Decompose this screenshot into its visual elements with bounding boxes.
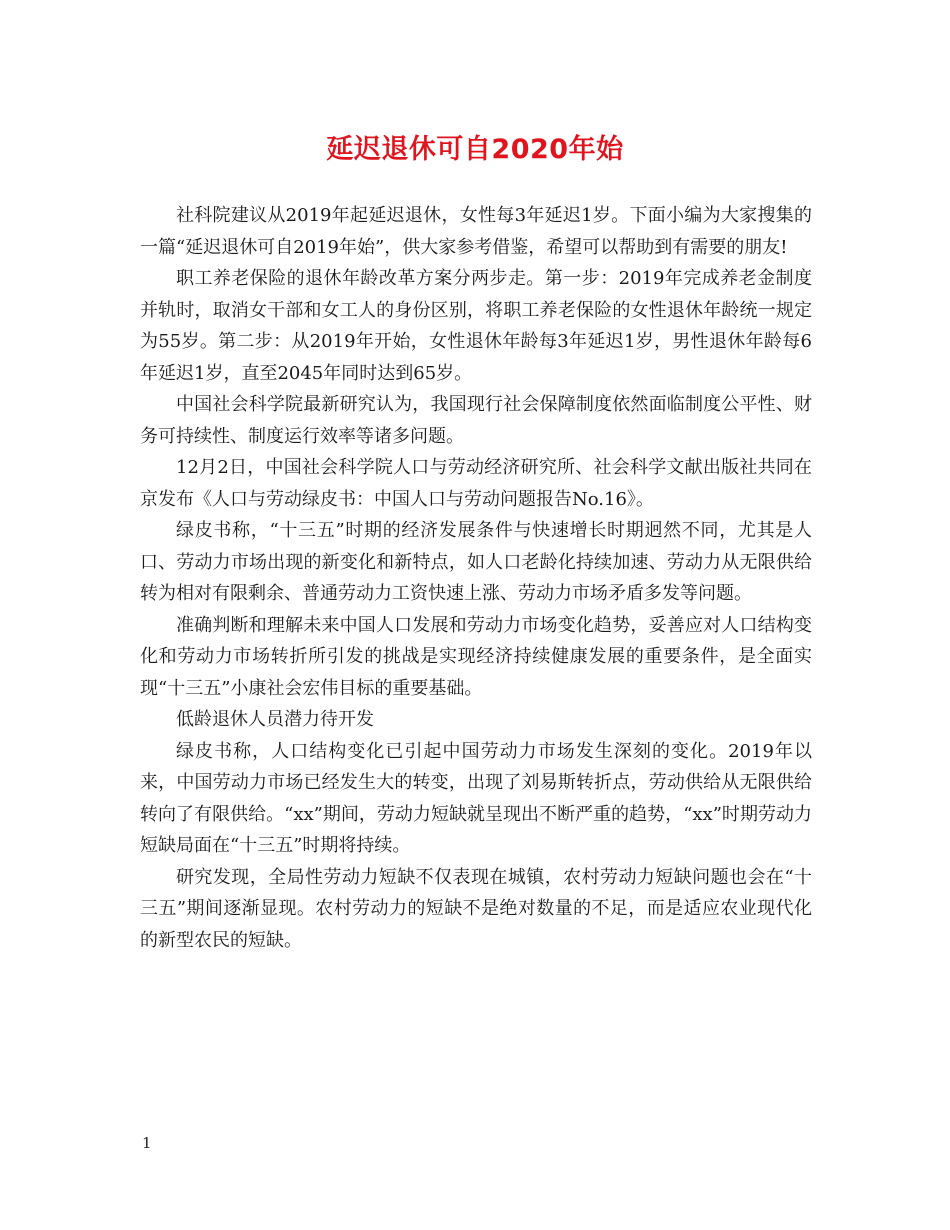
paragraph-trend-judgement: 准确判断和理解未来中国人口发展和劳动力市场变化趋势，妥善应对人口结构变化和劳动力市场转折所引发的挑战是实现经济持续健康发展的重要条件，是全面实现“十三五”小康社会宏伟目标的重要基础。 [140,614,812,699]
paragraph-green-book-release: 12月2日，中国社会科学院人口与劳动经济研究所、社会科学文献出版社共同在京发布《人口与劳动绿皮书：中国人口与劳动问题报告No.16》。 [140,457,812,510]
section-heading: 低龄退休人员潜力待开发 [176,709,374,730]
document-body [140,200,812,956]
paragraph-reform-plan: 职工养老保险的退休年龄改革方案分两步走。第一步：2019年完成养老金制度并轨时，取消女干部和女工人的身份区别，将职工养老保险的女性退休年龄统一规定为55岁。第二步：从2019年开始，女性退休年龄每3年延迟1岁，男性退休年龄每6年延迟1岁，直至2045年同时达到65岁。 [140,268,812,384]
paragraph-green-book-conditions: 绿皮书称，“十三五”时期的经济发展条件与快速增长时期迥然不同，尤其是人口、劳动力市场出现的新变化和新特点，如人口老龄化持续加速、劳动力从无限供给转为相对有限剩余、普通劳动力工资快速上涨、劳动力市场矛盾多发等问题。 [140,520,812,604]
page-number: 1 [142,1134,152,1152]
paragraph-labor-market-change: 绿皮书称，人口结构变化已引起中国劳动力市场发生深刻的变化。2019年以来，中国劳动力市场已经发生大的转变，出现了刘易斯转折点，劳动供给从无限供给转向了有限供给。“xx”期间，劳动力短缺就呈现出不断严重的趋势，“xx”时期劳动力短缺局面在“十三五”时期将持续。 [140,740,812,856]
document-title: 延迟退休可自2020年始 [326,134,624,165]
paragraph-cass-research: 中国社会科学院最新研究认为，我国现行社会保障制度依然面临制度公平性、财务可持续性、制度运行效率等诸多问题。 [140,394,812,447]
paragraph-rural-shortage: 研究发现，全局性劳动力短缺不仅表现在城镇，农村劳动力短缺问题也会在“十三五”期间逐渐显现。农村劳动力的短缺不是绝对数量的不足，而是适应农业现代化的新型农民的短缺。 [140,866,812,951]
paragraph-intro: 社科院建议从2019年起延迟退休，女性每3年延迟1岁。下面小编为大家搜集的一篇“延迟退休可自2019年始”，供大家参考借鉴，希望可以帮助到有需要的朋友! [140,205,812,258]
